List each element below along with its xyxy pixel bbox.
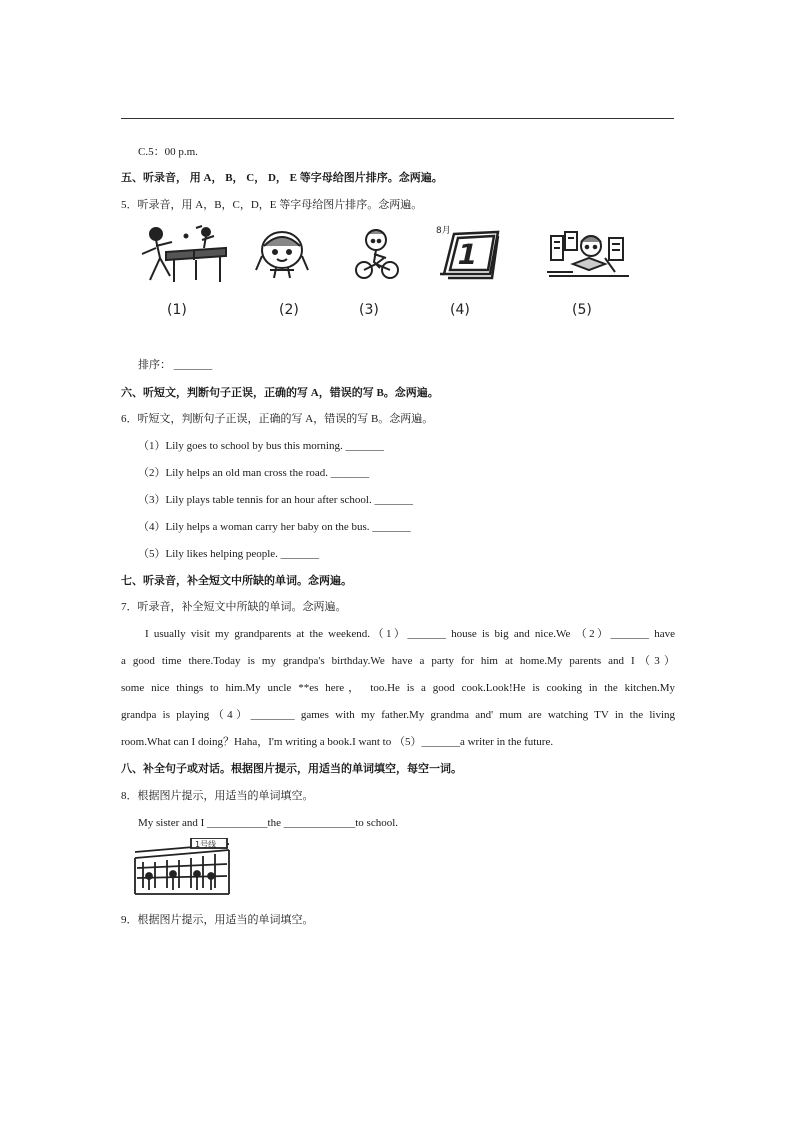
picture-caption-3: (3) xyxy=(359,302,379,318)
subway-station-icon xyxy=(133,838,231,896)
reading-girl-icon xyxy=(545,228,631,280)
subway-line-sign: 1号线 xyxy=(195,840,217,849)
calendar-day-number: 1 xyxy=(454,238,481,271)
picture-caption-5: (5) xyxy=(572,302,592,318)
order-answer-line[interactable]: 排序： _______ xyxy=(138,359,213,371)
question-8: 8．根据图片提示，用适当的单词填空。 xyxy=(121,790,314,802)
question-6: 6．听短文，判断句子正误，正确的写 A，错误的写 B。念两遍。 xyxy=(121,413,434,425)
passage-line[interactable]: a good time there.Today is my grandpa's birthday.We have a party for him at home.My parents and I（3） xyxy=(121,655,675,667)
section-5-heading: 五、听录音， 用 A， B， C， D， E 等字母给图片排序。念两遍。 xyxy=(121,172,443,184)
statement-4[interactable]: （4）Lily helps a woman carry her baby on the bus. _______ xyxy=(138,521,411,533)
statement-3[interactable]: （3）Lily plays table tennis for an hour after school. _______ xyxy=(138,494,413,506)
table-tennis-icon xyxy=(136,224,228,286)
passage-line[interactable]: I usually visit my grandparents at the weekend.（1）_______ house is big and nice.We （2）_______ have xyxy=(145,628,675,640)
picture-caption-1: (1) xyxy=(167,302,187,318)
section-6-heading: 六、听短文，判断句子正误，正确的写 A，错误的写 B。念两遍。 xyxy=(121,387,439,399)
question-9: 9．根据图片提示，用适当的单词填空。 xyxy=(121,914,314,926)
section-7-heading: 七、听录音，补全短文中所缺的单词。念两遍。 xyxy=(121,575,352,587)
picture-caption-2: (2) xyxy=(279,302,299,318)
statement-5[interactable]: （5）Lily likes helping people. _______ xyxy=(138,548,320,560)
calendar-icon xyxy=(436,224,504,284)
question-5: 5．听录音，用 A，B，C，D，E 等字母给图片排序。念两遍。 xyxy=(121,199,423,211)
statement-1[interactable]: （1）Lily goes to school by bus this morning. _______ xyxy=(138,440,384,452)
header-rule xyxy=(121,118,674,119)
calendar-month-label: 8月 xyxy=(436,226,451,236)
passage-line[interactable]: room.What can I doing？Haha，I'm writing a book.I want to （5）_______a writer in the future. xyxy=(121,736,554,748)
question-7: 7．听录音，补全短文中所缺的单词。念两遍。 xyxy=(121,601,347,613)
girl-face-icon xyxy=(252,226,312,284)
option-c-text: C.5：00 p.m. xyxy=(138,146,198,158)
statement-2[interactable]: （2）Lily helps an old man cross the road. _______ xyxy=(138,467,370,479)
picture-caption-4: (4) xyxy=(450,302,470,318)
girl-cycling-icon xyxy=(352,228,402,282)
question-8-sentence[interactable]: My sister and I ___________the _____________to school. xyxy=(138,817,399,829)
passage-line[interactable]: grandpa is playing（4）________ games with my father.My grandma and' mum are watching TV in the living xyxy=(121,709,675,721)
section-8-heading: 八、补全句子或对话。根据图片提示，用适当的单词填空，每空一词。 xyxy=(121,763,462,775)
passage-line: some nice things to him.My uncle **es here， too.He is a good cook.Look!He is cooking in the kitchen.My xyxy=(121,682,675,694)
